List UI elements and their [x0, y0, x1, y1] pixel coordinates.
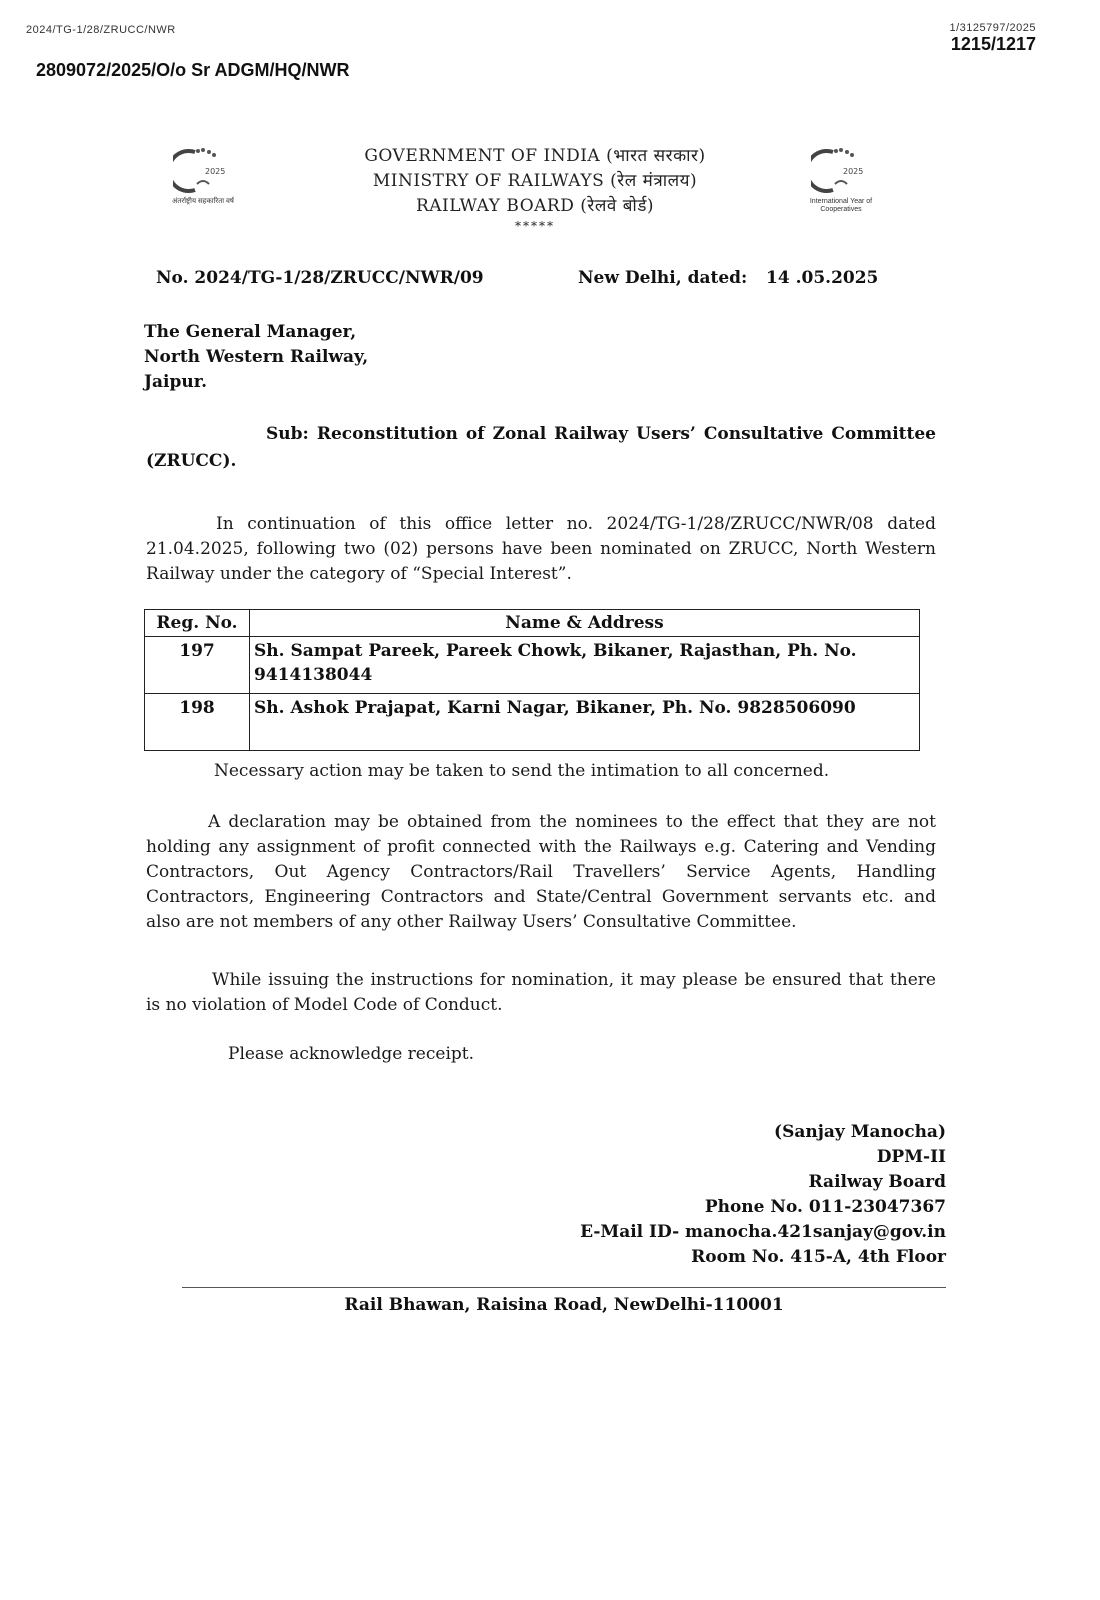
- addressee-block: [144, 320, 368, 395]
- subject-line: Sub: Reconstitution of Zonal Railway Users’ Consultative Committee (ZRUCC).: [146, 424, 936, 471]
- cell-reg-no: 197: [145, 637, 250, 694]
- table-row: [145, 637, 920, 694]
- letterhead: [300, 144, 770, 233]
- addressee-line: North Western Railway,: [144, 347, 369, 367]
- letterhead-line-government: GOVERNMENT OF INDIA (भारत सरकार): [364, 146, 706, 166]
- cooperative-year-emblem-icon: [173, 144, 233, 196]
- page-count: 1215/1217: [950, 34, 1036, 54]
- column-header-name-address: Name & Address: [250, 610, 920, 637]
- paragraph-necessary-action: Necessary action may be taken to send the intimation to all concerned.: [214, 761, 830, 781]
- signatory-name: (Sanjay Manocha): [774, 1122, 946, 1142]
- addressee-line: Jaipur.: [144, 372, 208, 392]
- top-right-reference: 1/3125797/2025: [949, 22, 1036, 34]
- signatory-room: Room No. 415-A, 4th Floor: [691, 1247, 946, 1267]
- right-logo: [786, 144, 896, 224]
- paragraph-declaration: A declaration may be obtained from the nominees to the effect that they are not holding any assignment of profit connected with the Railways e.g. Catering and Vending Contractors, Out Agency Contractors/Rail Travellers’ Service Agents, Handling Contractors, Engineering Contractors and State/Central Government servants etc. and also are not members of any other Railway Users’ Consultative Committee.: [146, 812, 936, 932]
- left-logo-caption: अंतर्राष्ट्रीय सहकारिता वर्ष: [172, 198, 234, 205]
- addressee-line: The General Manager,: [144, 322, 357, 342]
- signatory-designation: DPM-II: [876, 1147, 946, 1167]
- table-row: [145, 694, 920, 751]
- file-reference-stamp: 2024/TG-1/28/ZRUCC/NWR: [26, 24, 176, 36]
- paragraph-model-code: While issuing the instructions for nomination, it may please be ensured that there is no violation of Model Code of Conduct.: [146, 970, 936, 1015]
- paragraph-continuation: In continuation of this office letter no. 2024/TG-1/28/ZRUCC/NWR/08 dated 21.04.2025, following two (02) persons have been nominated on ZRUCC, North Western Railway under the category of “Special Interest”.: [146, 514, 936, 584]
- cell-name-address: Sh. Ashok Prajapat, Karni Nagar, Bikaner, Ph. No. 9828506090: [250, 694, 920, 751]
- left-logo: [148, 144, 258, 224]
- column-header-reg-no: Reg. No.: [145, 610, 250, 637]
- cell-reg-no: 198: [145, 694, 250, 751]
- cell-name-address: Sh. Sampat Pareek, Pareek Chowk, Bikaner, Rajasthan, Ph. No. 9414138044: [250, 637, 920, 694]
- letterhead-stars: *****: [515, 219, 555, 233]
- nominees-table: [144, 609, 920, 751]
- footer-address: Rail Bhawan, Raisina Road, NewDelhi-110001: [344, 1295, 784, 1315]
- diary-reference: 2809072/2025/O/o Sr ADGM/HQ/NWR: [36, 60, 350, 80]
- paragraph-acknowledge: Please acknowledge receipt.: [228, 1044, 475, 1064]
- date-value: 14 .05.2025: [766, 268, 879, 288]
- letterhead-line-board: RAILWAY BOARD (रेलवे बोर्ड): [415, 196, 655, 216]
- signature-block: [580, 1120, 946, 1270]
- date-label: New Delhi, dated:: [578, 268, 748, 288]
- footer-divider: [182, 1287, 946, 1288]
- signatory-office: Railway Board: [808, 1172, 946, 1192]
- signatory-phone: Phone No. 011-23047367: [704, 1197, 946, 1217]
- table-header-row: [145, 610, 920, 637]
- right-logo-caption: International Year of Cooperatives: [809, 198, 873, 213]
- letterhead-line-ministry: MINISTRY OF RAILWAYS (रेल मंत्रालय): [372, 171, 698, 191]
- right-logo-year: 2025: [843, 167, 864, 176]
- cooperative-year-emblem-icon: [811, 144, 871, 196]
- letter-number: No. 2024/TG-1/28/ZRUCC/NWR/09: [156, 268, 484, 288]
- signatory-email: E-Mail ID- manocha.421sanjay@gov.in: [580, 1222, 946, 1242]
- left-logo-year: 2025: [205, 167, 226, 176]
